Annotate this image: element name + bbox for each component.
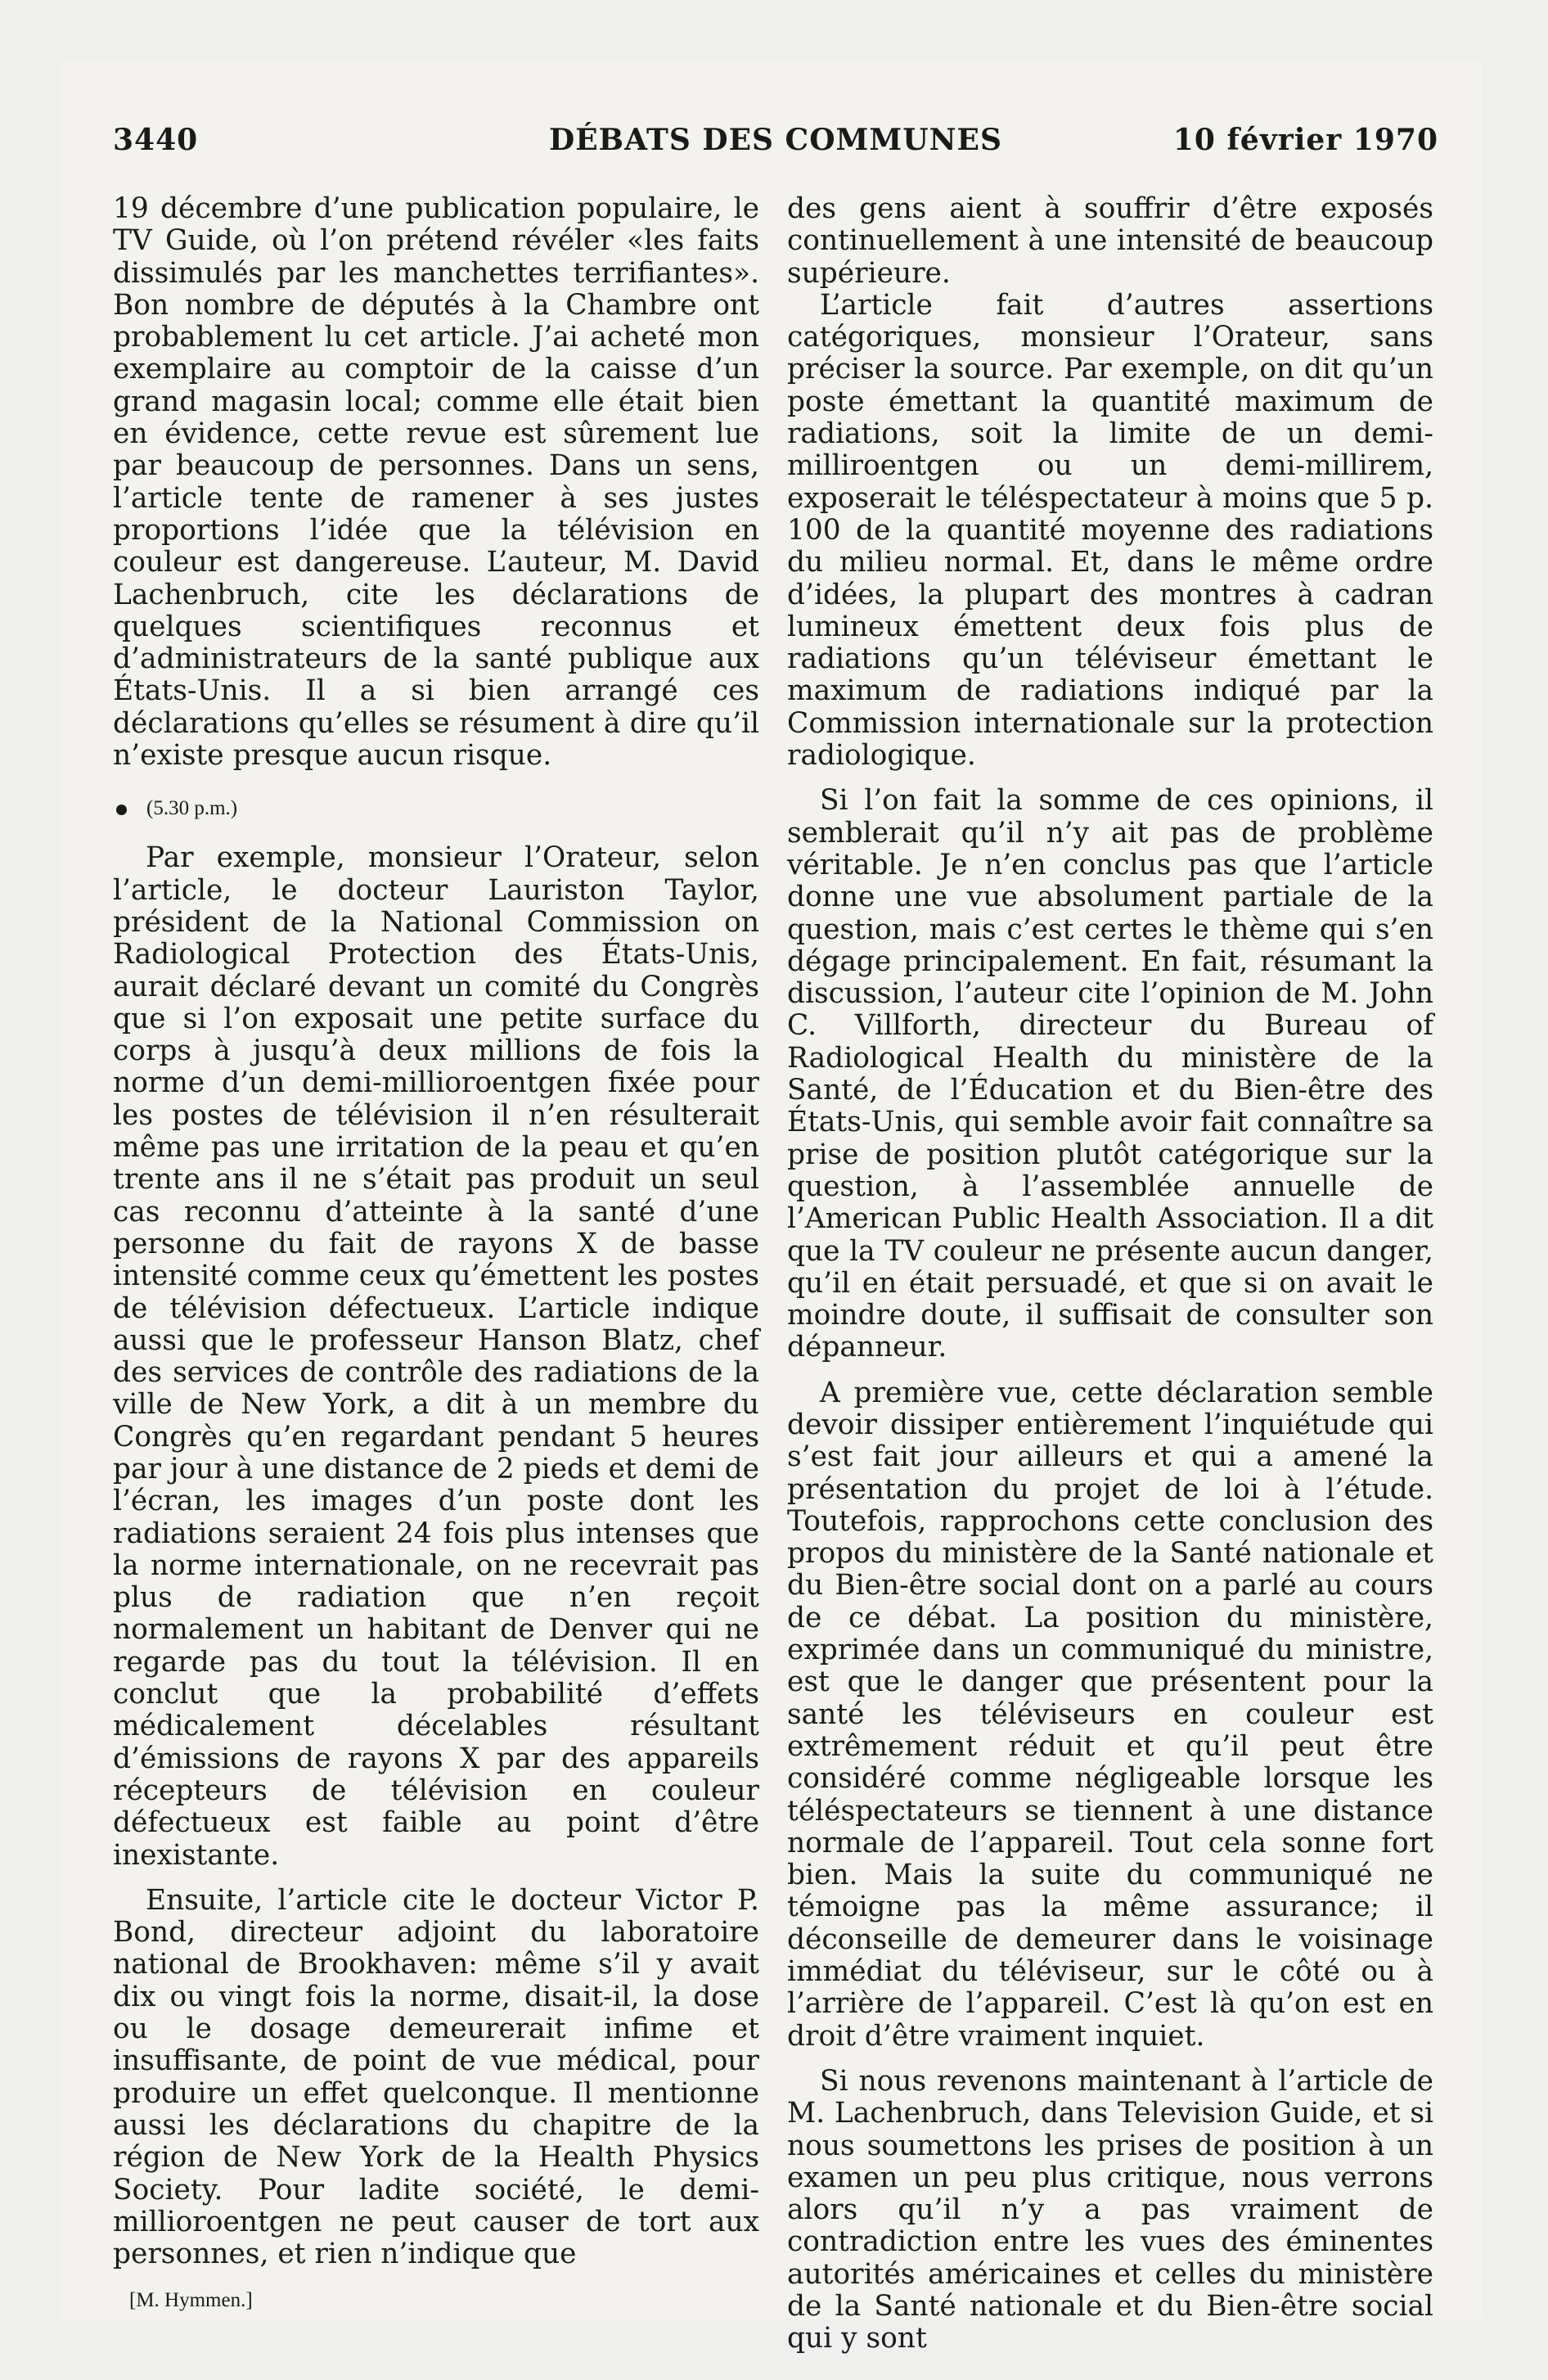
paragraph: Ensuite, l’article cite le docteur Victor P. Bond, directeur adjoint du laboratoire national de Brookhaven: même s’il y avait dix ou vingt fois la norme, disait-il, la dose ou le dosage demeurerait infime et insuffisante, de point de vue médical, pour produire un effet quelconque. Il mentionne aussi les déclarations du chapitre de la région de New York de la Health Physics Society. Pour ladite société, le demi-millioroentgen ne peut causer de tort aux personnes, et rien n’indique que bbox=[113, 1883, 759, 2271]
paragraph: 19 décembre d’une publication populaire, le TV Guide, où l’on prétend révéler «les faits dissimulés par les manchettes terrifiantes». Bon nombre de députés à la Chambre ont probablement lu cet article. J’ai acheté mon exemplaire au comptoir de la caisse d’un grand magasin local; comme elle était bien en évidence, cette revue est sûrement lue par beaucoup de personnes. Dans un sens, l’article tente de ramener à ses justes proportions l’idée que la télévision en couleur est dangereuse. L’auteur, M. David Lachenbruch, cite les déclarations de quelques scientifiques reconnus et d’administrateurs de la santé publique aux États-Unis. Il a si bien arrangé ces déclarations qu’elles se résument à dire qu’il n’existe presque aucun risque. bbox=[113, 192, 759, 773]
paragraph: Si nous revenons maintenant à l’article de M. Lachenbruch, dans Television Guide, et si nous soumettons les prises de position à un examen un peu plus critique, nous verrons alors qu’il n’y a pas vraiment de contradiction entre les vues des éminentes autorités américaines et celles du ministère de la Santé nationale et du Bien-être social qui y sont bbox=[787, 2064, 1433, 2355]
left-column bbox=[113, 193, 759, 2313]
time-marker bbox=[113, 796, 759, 821]
page-date: 10 février 1970 bbox=[1172, 123, 1438, 157]
speaker-attribution: [M. Hymmen.] bbox=[129, 2289, 253, 2312]
right-column bbox=[787, 193, 1433, 2355]
paragraph: Par exemple, monsieur l’Orateur, selon l’article, le docteur Lauriston Taylor, président de la National Commission on Radiological Protection des États-Unis, aurait déclaré devant un comité du Congrès que si l’on exposait une petite surface du corps à jusqu’à deux millions de fois la norme d’un demi-millioroentgen fixée pour les postes de télévision il n’en résulterait même pas une irritation de la peau et qu’en trente ans il ne s’était pas produit un seul cas reconnu d’atteinte à la santé d’une personne du fait de rayons X de basse intensité comme ceux qu’émettent les postes de télévision défectueux. L’article indique aussi que le professeur Hanson Blatz, chef des services de contrôle des radiations de la ville de New York, a dit à un membre du Congrès qu’en regardant pendant 5 heures par jour à une distance de 2 pieds et demi de l’écran, les images d’un poste dont les radiations seraient 24 fois plus intenses que la norme internationale, on ne recevrait pas plus de radiation que n’en reçoit normalement un habitant de Denver qui ne regarde pas du tout la télévision. Il en conclut que la probabilité d’effets médicalement décelables résultant d’émissions de rayons X par des appareils récepteurs de télévision en couleur défectueux est faible au point d’être inexistante. bbox=[113, 841, 759, 1872]
running-title: DÉBATS DES COMMUNES bbox=[548, 123, 1002, 157]
bullet-icon bbox=[116, 805, 127, 815]
paragraph: Si l’on fait la somme de ces opinions, il semblerait qu’il n’y ait pas de problème véritable. Je n’en conclus pas que l’article donne une vue absolument partiale de la question, mais c’est certes le thème qui s’en dégage principalement. En fait, résumant la discussion, l’auteur cite l’opinion de M. John C. Villforth, directeur du Bureau of Radiological Health du ministère de la Santé, de l’Éducation et du Bien-être des États-Unis, qui semble avoir fait connaître sa prise de position plutôt catégorique sur la question, à l’assemblée annuelle de l’American Public Health Association. Il a dit que la TV couleur ne présente aucun danger, qu’il en était persuadé, et que si on avait le moindre doute, il suffisait de consulter son dépanneur. bbox=[787, 784, 1433, 1364]
time-marker-text: (5.30 p.m.) bbox=[146, 797, 238, 820]
page-header bbox=[113, 123, 1438, 172]
paragraph: A première vue, cette déclaration semble devoir dissiper entièrement l’inquiétude qui s’est fait jour ailleurs et qui a amené la présentation du projet de loi à l’étude. Toutefois, rapprochons cette conclusion des propos du ministère de la Santé nationale et du Bien-être social dont on a parlé au cours de ce débat. La position du ministère, exprimée dans un communiqué du ministre, est que le danger que présentent pour la santé les téléviseurs en couleur est extrêmement réduit et qu’il peut être considéré comme négligeable lorsque les téléspectateurs se tiennent à une distance normale de l’appareil. Tout cela sonne fort bien. Mais la suite du communiqué ne témoigne pas la même assurance; il déconseille de demeurer dans le voisinage immédiat du téléviseur, sur le côté ou à l’arrière de l’appareil. C’est là qu’on est en droit d’être vraiment inquiet. bbox=[787, 1376, 1433, 2053]
paragraph: L’article fait d’autres assertions catégoriques, monsieur l’Orateur, sans préciser la source. Par exemple, on dit qu’un poste émettant la quantité maximum de radiations, soit la limite de un demi-milliroentgen ou un demi-millirem, exposerait le téléspectateur à moins que 5 p. 100 de la quantité moyenne des radiations du milieu normal. Et, dans le même ordre d’idées, la plupart des montres à cadran lumineux émettent deux fois plus de radiations qu’un téléviseur émettant le maximum de radiations indiqué par la Commission internationale sur la protection radiologique. bbox=[787, 288, 1433, 773]
page-number: 3440 bbox=[113, 123, 199, 157]
paragraph: des gens aient à souffrir d’être exposés continuellement à une intensité de beaucoup supérieure. bbox=[787, 192, 1433, 290]
